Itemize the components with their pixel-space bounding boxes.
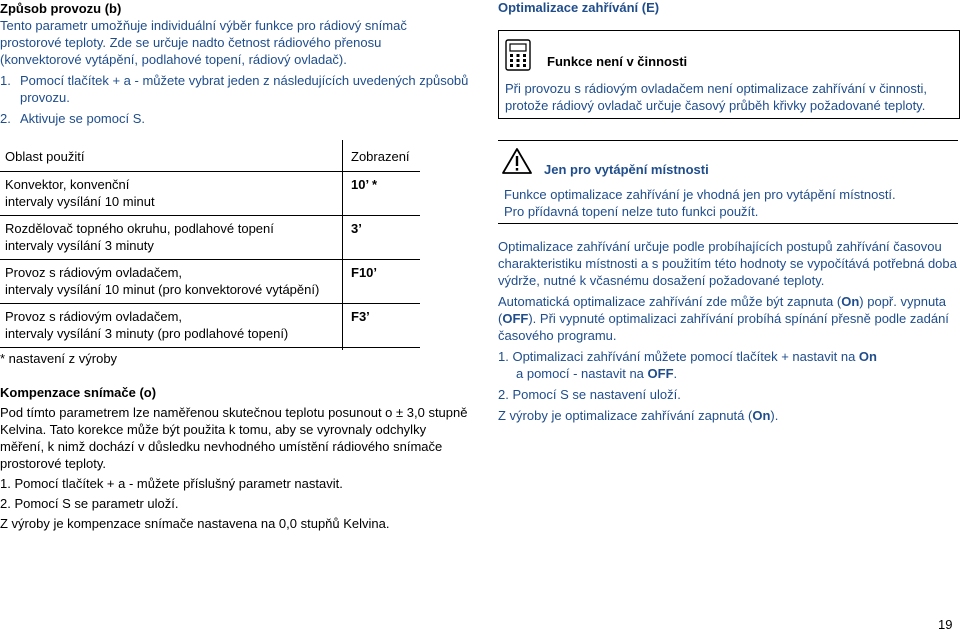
mode-title: Způsob provozu (b) [0, 1, 122, 16]
compensation-step-1: 1. Pomocí tlačítek + a - můžete příslušný parametr nastavit. [0, 476, 343, 491]
mode-table [0, 140, 420, 348]
table-cell-line1: Provoz s rádiovým ovladačem, [5, 265, 183, 280]
optimization-step-1 [498, 348, 958, 382]
mode-intro-line1: Tento parametr umožňuje individuální výběr funkce pro rádiový snímač [0, 18, 407, 33]
optimization-body [498, 238, 958, 428]
compensation-title: Kompenzace snímače (o) [0, 385, 157, 400]
optimization-paragraph-1: Optimalizace zahřívání určuje podle probíhajících postupů zahřívání časovou charakteristiku místnosti a s použitím této hodnoty se vypočítává potřebná doba výdrže, nutné k včasnému dosažení požadované teploty. [498, 239, 957, 288]
p2-part-a: Automatická optimalizace zahřívání zde může být zapnuta ( [498, 294, 842, 309]
default-part-b: ). [770, 408, 779, 423]
default-on: On [752, 408, 771, 423]
table-cell-line1: Konvektor, konvenční [5, 177, 130, 192]
table-cell-line2: intervaly vysílání 3 minuty (pro podlahové topení) [5, 326, 289, 341]
remote-control-icon [505, 39, 531, 71]
table-footnote: * nastavení z výroby [0, 351, 118, 366]
table-cell-area [0, 172, 342, 214]
mode-step-2-num: 2. [0, 111, 11, 126]
step1-off: OFF [647, 366, 674, 381]
default-part-a: Z výroby je optimalizace zahřívání zapnutá ( [498, 408, 753, 423]
optimization-paragraph-2 [498, 293, 958, 344]
warning-box-title: Jen pro vytápění místnosti [544, 162, 709, 177]
table-cell-line1: Provoz s rádiovým ovladačem, [5, 309, 183, 324]
table-header-row [0, 140, 420, 172]
mode-intro-line3: (konvektorové vytápění, podlahové topení, rádiový ovladač). [0, 52, 347, 67]
step1-part-b: a pomocí - nastavit na [516, 366, 648, 381]
table-cell-line2: intervaly vysílání 3 minuty [5, 238, 154, 253]
info-box-title: Funkce není v činnosti [547, 54, 688, 69]
info-box [498, 30, 960, 119]
table-header-area: Oblast použití [5, 149, 85, 164]
mode-step-2 [0, 110, 470, 127]
page-number: 19 [938, 617, 953, 632]
table-row [0, 216, 420, 260]
table-cell-line1: Rozdělovač topného okruhu, podlahové topení [5, 221, 274, 236]
mode-step-1-text: Pomocí tlačítek + a - můžete vybrat jeden z následujících uvedených způsobů provozu. [20, 73, 469, 105]
optimization-step-2: 2. Pomocí S se nastavení uloží. [498, 387, 681, 402]
mode-step-1 [0, 72, 470, 106]
table-cell-display: F3’ [351, 309, 370, 324]
table-cell-display: F10’ [351, 265, 378, 280]
optimization-title: Optimalizace zahřívání (E) [498, 0, 660, 15]
p2-part-c: ). Při vypnuté optimalizaci zahřívání probíhá spínání přesně podle zadání časového programu. [498, 311, 949, 343]
p2-part-b: ) popř. vypnuta ( [498, 294, 947, 326]
warning-box [498, 140, 958, 224]
table-cell-display: 10’ * [351, 177, 378, 192]
mode-step-2-text: Aktivuje se pomocí S. [20, 111, 145, 126]
warning-box-text [504, 186, 954, 220]
warning-triangle-icon [502, 148, 532, 174]
mode-intro-line2: prostorové teploty. Zde se určuje nadto četnost rádiového přenosu [0, 35, 382, 50]
table-cell-area [0, 216, 342, 258]
compensation-default: Z výroby je kompenzace snímače nastavena na 0,0 stupňů Kelvina. [0, 516, 390, 531]
compensation-section [0, 384, 470, 532]
optimization-default [498, 407, 958, 424]
table-cell-line2: intervaly vysílání 10 minut (pro konvektorové vytápění) [5, 282, 320, 297]
table-cell-display: 3’ [351, 221, 362, 236]
warning-box-text-line2: Pro přídavná topení nelze tuto funkci použít. [504, 204, 759, 219]
step1-part-a: 1. Optimalizaci zahřívání můžete pomocí tlačítek + nastavit na [498, 349, 859, 364]
step1-on: On [858, 349, 877, 364]
compensation-text: Pod tímto parametrem lze naměřenou skutečnou teplotu posunout o ± 3,0 stupně Kelvina. Tato korekce může být použita k tomu, aby se vyrovnaly odchylky měření, k nimž dochází v důsledku nevhodného umístění rádiového snímače prostorové teploty. [0, 405, 468, 471]
table-cell-line2: intervaly vysílání 10 minut [5, 194, 155, 209]
table-cell-area [0, 304, 342, 346]
table-column-divider [342, 140, 343, 350]
p2-on: On [841, 294, 860, 309]
mode-section [0, 1, 470, 127]
step1-part-c: . [673, 366, 678, 381]
table-row [0, 304, 420, 348]
warning-box-text-line1: Funkce optimalizace zahřívání je vhodná jen pro vytápění místností. [504, 187, 896, 202]
info-box-text: Při provozu s rádiovým ovladačem není optimalizace zahřívání v činnosti, protože rádiový ovladač určuje časový průběh křivky požadované teploty. [505, 81, 927, 113]
mode-step-1-num: 1. [0, 73, 11, 88]
p2-off: OFF [502, 311, 529, 326]
table-row [0, 260, 420, 304]
table-header-display: Zobrazení [351, 149, 410, 164]
compensation-step-2: 2. Pomocí S se parametr uloží. [0, 496, 179, 511]
table-row [0, 172, 420, 216]
table-cell-area [0, 260, 342, 302]
